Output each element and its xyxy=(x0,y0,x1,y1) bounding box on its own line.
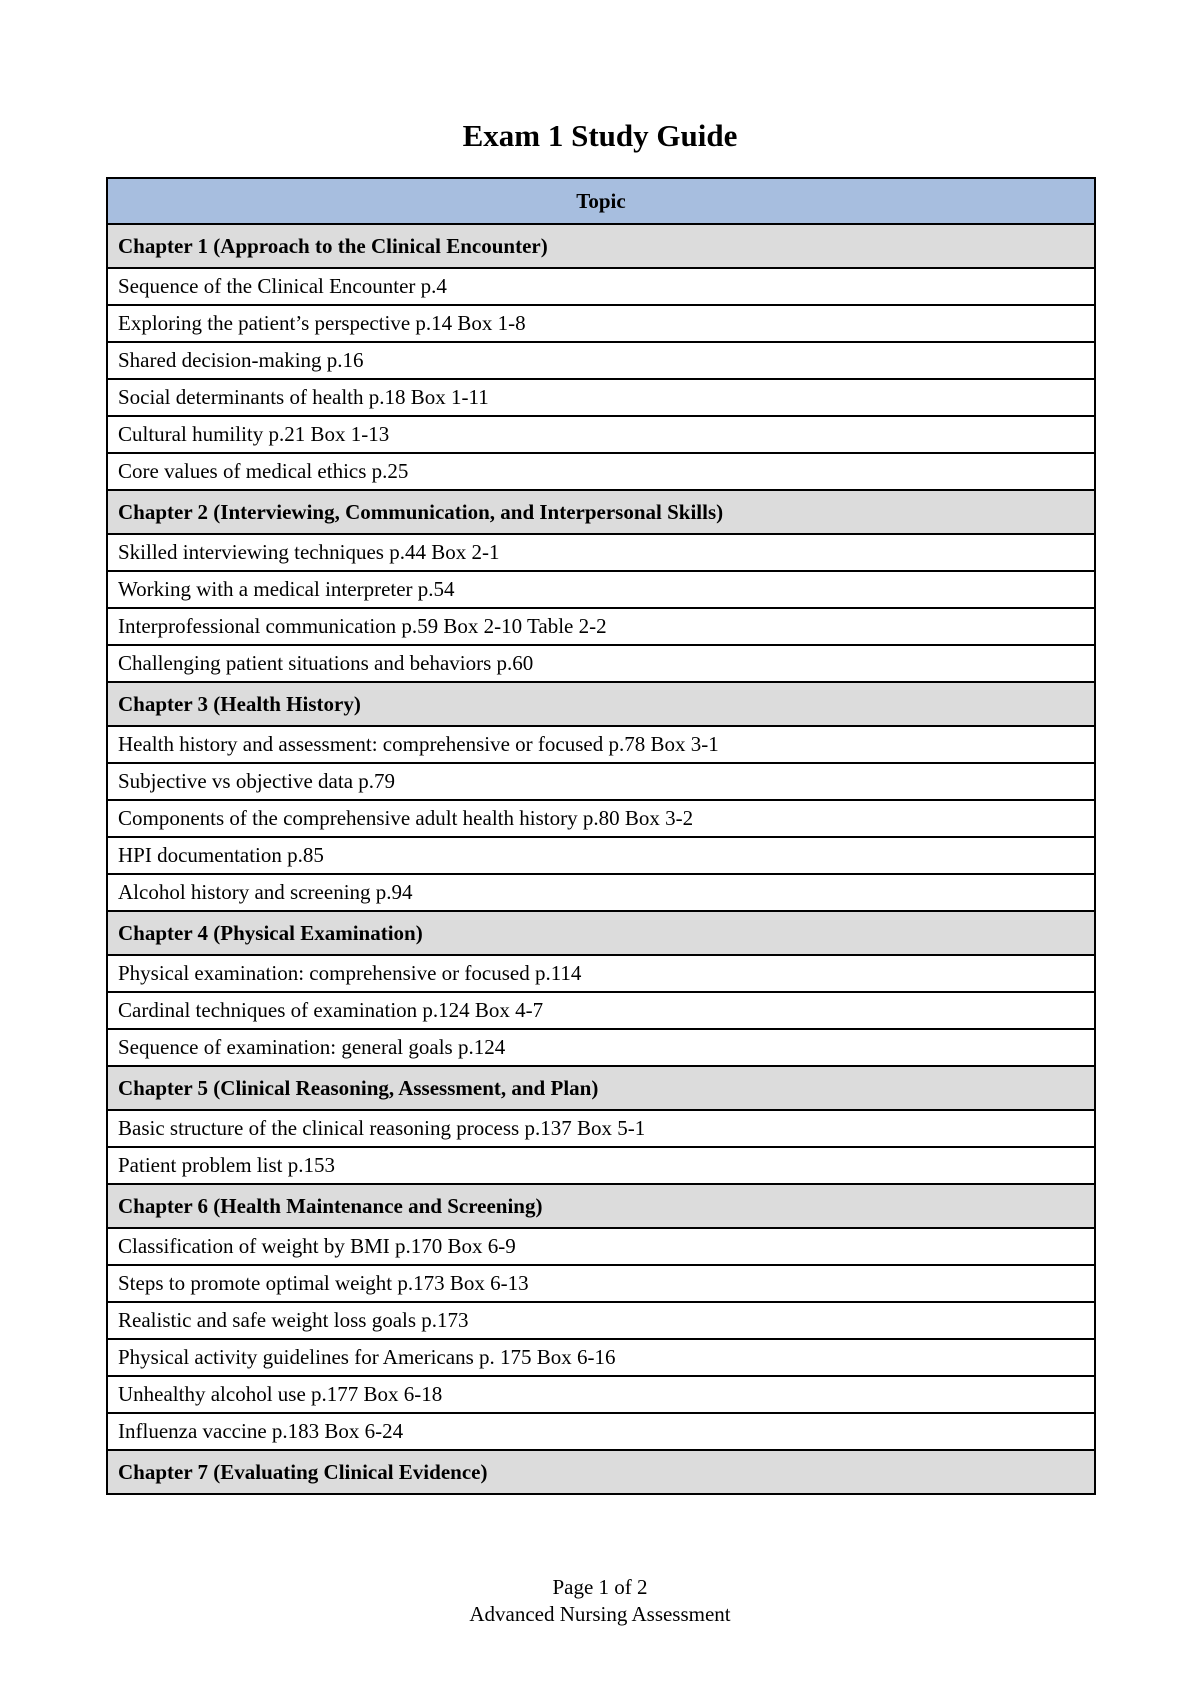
topic-cell: Social determinants of health p.18 Box 1-11 xyxy=(107,379,1095,416)
topic-cell: Health history and assessment: comprehensive or focused p.78 Box 3-1 xyxy=(107,726,1095,763)
topic-cell: Unhealthy alcohol use p.177 Box 6-18 xyxy=(107,1376,1095,1413)
topic-cell: Working with a medical interpreter p.54 xyxy=(107,571,1095,608)
topic-cell: Basic structure of the clinical reasoning process p.137 Box 5-1 xyxy=(107,1110,1095,1147)
course-name: Advanced Nursing Assessment xyxy=(469,1602,731,1626)
topic-cell: Physical examination: comprehensive or focused p.114 xyxy=(107,955,1095,992)
page-footer xyxy=(0,1574,1200,1628)
topic-cell: Subjective vs objective data p.79 xyxy=(107,763,1095,800)
topic-cell: Cultural humility p.21 Box 1-13 xyxy=(107,416,1095,453)
table-row xyxy=(107,1265,1095,1302)
table-row xyxy=(107,268,1095,305)
topic-cell: Influenza vaccine p.183 Box 6-24 xyxy=(107,1413,1095,1450)
page-number: Page 1 of 2 xyxy=(552,1575,648,1599)
table-row xyxy=(107,1228,1095,1265)
table-row xyxy=(107,763,1095,800)
table-row xyxy=(107,608,1095,645)
chapter-heading: Chapter 3 (Health History) xyxy=(107,682,1095,726)
chapter-row-7 xyxy=(107,1450,1095,1494)
table-row xyxy=(107,534,1095,571)
table-row xyxy=(107,342,1095,379)
table-row xyxy=(107,645,1095,682)
topic-cell: Challenging patient situations and behaviors p.60 xyxy=(107,645,1095,682)
topic-cell: Core values of medical ethics p.25 xyxy=(107,453,1095,490)
page-title: Exam 1 Study Guide xyxy=(462,118,738,153)
column-header-topic: Topic xyxy=(107,178,1095,224)
study-guide-table xyxy=(106,177,1096,1495)
chapter-row-5 xyxy=(107,1066,1095,1110)
table-row xyxy=(107,874,1095,911)
topic-cell: Interprofessional communication p.59 Box 2-10 Table 2-2 xyxy=(107,608,1095,645)
chapter-row-6 xyxy=(107,1184,1095,1228)
table-row xyxy=(107,1413,1095,1450)
table-row xyxy=(107,955,1095,992)
table-row xyxy=(107,571,1095,608)
topic-cell: Sequence of the Clinical Encounter p.4 xyxy=(107,268,1095,305)
table-row xyxy=(107,1339,1095,1376)
chapter-row-2 xyxy=(107,490,1095,534)
topic-cell: Sequence of examination: general goals p.124 xyxy=(107,1029,1095,1066)
topic-cell: Skilled interviewing techniques p.44 Box 2-1 xyxy=(107,534,1095,571)
topic-cell: Cardinal techniques of examination p.124 Box 4-7 xyxy=(107,992,1095,1029)
table-row xyxy=(107,305,1095,342)
chapter-heading: Chapter 5 (Clinical Reasoning, Assessment, and Plan) xyxy=(107,1066,1095,1110)
topic-cell: Exploring the patient’s perspective p.14 Box 1-8 xyxy=(107,305,1095,342)
topic-cell: Physical activity guidelines for Americans p. 175 Box 6-16 xyxy=(107,1339,1095,1376)
table-header-row xyxy=(107,178,1095,224)
chapter-heading: Chapter 2 (Interviewing, Communication, and Interpersonal Skills) xyxy=(107,490,1095,534)
topic-cell: HPI documentation p.85 xyxy=(107,837,1095,874)
topic-cell: Steps to promote optimal weight p.173 Box 6-13 xyxy=(107,1265,1095,1302)
table-row xyxy=(107,1376,1095,1413)
chapter-heading: Chapter 7 (Evaluating Clinical Evidence) xyxy=(107,1450,1095,1494)
topic-cell: Classification of weight by BMI p.170 Box 6-9 xyxy=(107,1228,1095,1265)
topic-cell: Patient problem list p.153 xyxy=(107,1147,1095,1184)
topic-cell: Alcohol history and screening p.94 xyxy=(107,874,1095,911)
table-row xyxy=(107,992,1095,1029)
topic-cell: Shared decision-making p.16 xyxy=(107,342,1095,379)
table-row xyxy=(107,726,1095,763)
chapter-row-3 xyxy=(107,682,1095,726)
chapter-heading: Chapter 1 (Approach to the Clinical Encounter) xyxy=(107,224,1095,268)
table-row xyxy=(107,1302,1095,1339)
topic-cell: Components of the comprehensive adult health history p.80 Box 3-2 xyxy=(107,800,1095,837)
table-row xyxy=(107,1029,1095,1066)
table-row xyxy=(107,379,1095,416)
table-row xyxy=(107,837,1095,874)
table-row xyxy=(107,1110,1095,1147)
chapter-row-1 xyxy=(107,224,1095,268)
chapter-row-4 xyxy=(107,911,1095,955)
topic-cell: Realistic and safe weight loss goals p.173 xyxy=(107,1302,1095,1339)
chapter-heading: Chapter 4 (Physical Examination) xyxy=(107,911,1095,955)
table-row xyxy=(107,800,1095,837)
chapter-heading: Chapter 6 (Health Maintenance and Screening) xyxy=(107,1184,1095,1228)
table-row xyxy=(107,1147,1095,1184)
table-row xyxy=(107,453,1095,490)
table-row xyxy=(107,416,1095,453)
